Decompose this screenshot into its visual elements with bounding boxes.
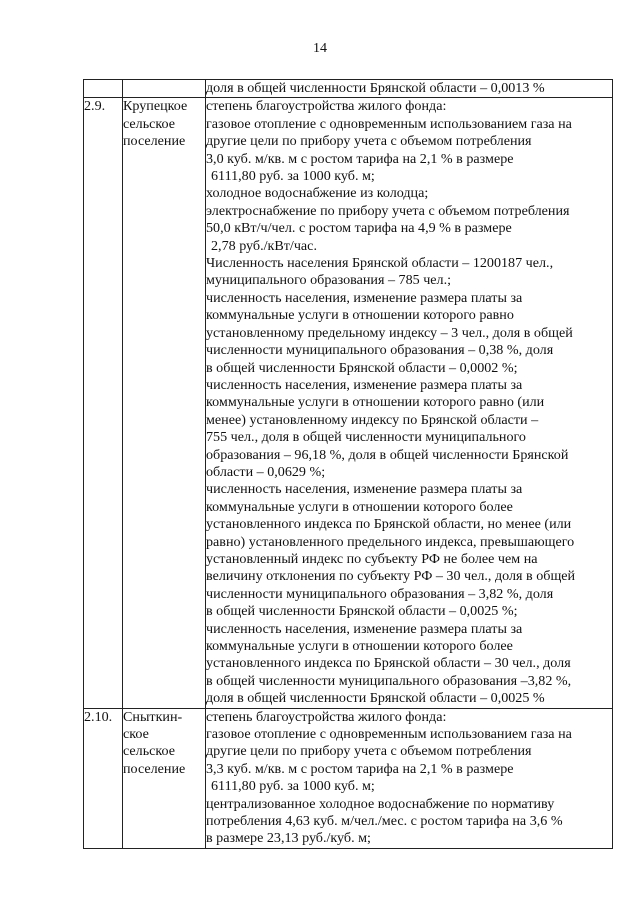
description-line: другие цели по прибору учета с объемом потребления [206,743,532,760]
table-row [84,80,613,98]
description-line: установленный индекс по субъекту РФ не более чем на [206,550,538,567]
description-line: 755 чел., доля в общей численности муниципального [206,429,526,446]
description-line: величину отклонения по субъекту РФ – 30 чел., доля в общей [206,568,576,585]
description-line: численность населения, изменение размера платы за [206,620,523,637]
row-number-cell [84,708,123,848]
table-row [84,98,613,708]
settlement-name-cell [123,708,206,848]
description-line: в размере 23,13 руб./куб. м; [206,830,371,847]
data-table [83,79,613,849]
description-line: численность населения, изменение размера платы за [206,376,523,393]
description-line: установленному предельному индексу – 3 чел., доля в общей [206,324,573,341]
settlement-name-line: поселение [123,760,186,777]
description-cell [206,80,613,98]
settlement-name-line: сельское [123,115,176,132]
description-line: холодное водоснабжение из колодца; [206,185,429,202]
description-line: газовое отопление с одновременным использованием газа на [206,115,572,132]
description-line: другие цели по прибору учета с объемом потребления [206,133,532,150]
table-body [84,80,613,849]
description-line: 50,0 кВт/ч/чел. с ростом тарифа на 4,9 % в размере [206,220,512,237]
description-line: области – 0,0629 %; [206,463,326,480]
description-line: образования – 96,18 %, доля в общей численности Брянской [206,446,569,463]
description-line: численность населения, изменение размера платы за [206,481,523,498]
settlement-name-line: сельское [123,743,176,760]
description-line: 6111,80 руб. за 1000 куб. м; [211,168,375,185]
table-row [84,708,613,848]
description-line: в общей численности Брянской области – 0,0025 %; [206,603,518,620]
description-line: централизованное холодное водоснабжение по нормативу [206,795,555,812]
row-number-cell [84,98,123,708]
description-line: муниципального образования – 785 чел.; [206,272,452,289]
description-line: равно) установленного предельного индекса, превышающего [206,533,575,550]
settlement-name-line: поселение [123,133,186,150]
description-line: потребления 4,63 куб. м/чел./мес. с ростом тарифа на 3,6 % [206,813,563,830]
description-line: коммунальные услуги в отношении которого более [206,498,513,515]
description-line: коммунальные услуги в отношении которого равно [206,307,514,324]
row-number-cell [84,80,123,98]
description-line: коммунальные услуги в отношении которого более [206,638,513,654]
row-number: 2.9. [84,98,106,115]
description-line: установленного индекса по Брянской области – 30 чел., доля [206,655,571,672]
settlement-name-cell [123,80,206,98]
description-line: численности муниципального образования – 3,82 %, доля [206,585,554,602]
description-line: установленного индекса по Брянской области, но менее (или [206,516,572,533]
description-line: в общей численности муниципального образования –3,82 %, [206,672,572,689]
description-line: менее) установленному индексу по Брянской области – [206,411,539,428]
settlement-name-cell [123,98,206,708]
page-number: 14 [313,41,327,56]
description-line: степень благоустройства жилого фонда: [206,708,447,725]
description-line: численности муниципального образования – 0,38 %, доля [206,342,554,359]
settlement-name-line: Сныткин- [123,708,183,725]
description-line: 3,0 куб. м/кв. м с ростом тарифа на 2,1 % в размере [206,150,514,167]
description-line: 2,78 руб./кВт/час. [211,237,317,254]
description-line: в общей численности Брянской области – 0,0002 %; [206,359,518,376]
description-line: газовое отопление с одновременным использованием газа на [206,726,572,743]
row-number: 2.10. [84,708,113,725]
description-line: 3,3 куб. м/кв. м с ростом тарифа на 2,1 % в размере [206,760,514,777]
description-line: доля в общей численности Брянской области – 0,0013 % [206,80,545,96]
description-line: численность населения, изменение размера платы за [206,289,523,306]
description-line: коммунальные услуги в отношении которого равно (или [206,394,545,411]
description-line: Численность населения Брянской области – 1200187 чел., [206,255,554,272]
description-line: 6111,80 руб. за 1000 куб. м; [211,778,375,795]
description-line: доля в общей численности Брянской области – 0,0025 % [206,690,545,707]
description-line: степень благоустройства жилого фонда: [206,98,447,115]
description-line: электроснабжение по прибору учета с объемом потребления [206,202,570,219]
settlement-name-line: ское [123,726,149,743]
description-cell [206,98,613,708]
description-cell [206,708,613,848]
settlement-name-line: Крупецкое [123,98,188,115]
